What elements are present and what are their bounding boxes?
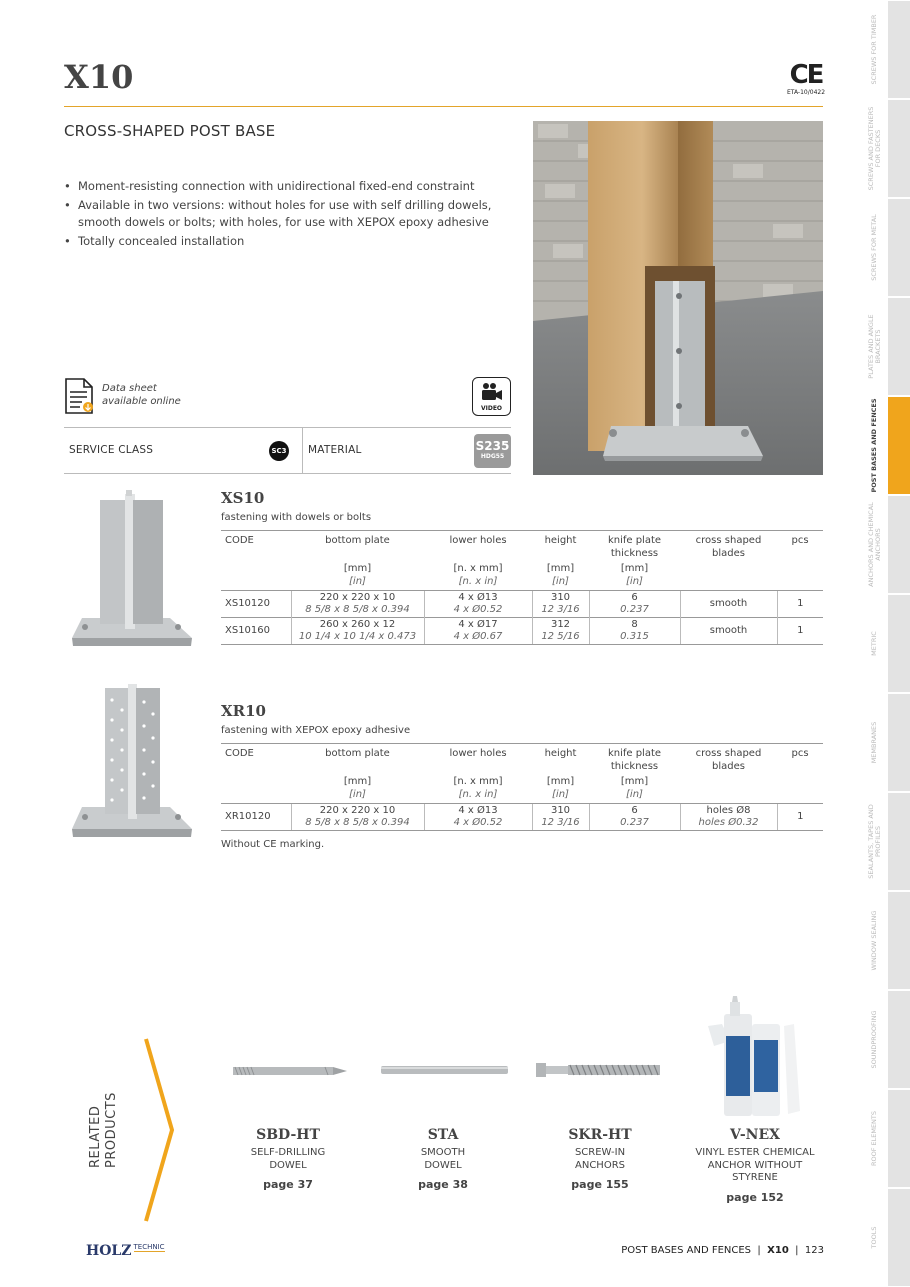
table-row xyxy=(221,804,823,831)
material-coating: HDG55 xyxy=(480,453,505,460)
col-header: pcs xyxy=(777,531,823,561)
ce-logo: CE xyxy=(789,60,823,90)
related-product-page-link[interactable]: page 155 xyxy=(571,1178,629,1191)
sidebar-tab-label: MEMBRANES xyxy=(870,721,879,764)
col-header: cross shaped blades xyxy=(680,531,777,561)
height-cell: 312 12 5/16 xyxy=(532,618,589,645)
col-header: height xyxy=(532,531,589,561)
sidebar-tab[interactable] xyxy=(888,991,910,1088)
col-header: pcs xyxy=(777,744,823,774)
sidebar-tab-label: SOUNDPROOFING xyxy=(870,1010,879,1069)
sidebar-tab[interactable] xyxy=(888,397,910,494)
properties-bar xyxy=(64,427,511,474)
sidebar-tab[interactable] xyxy=(888,793,910,890)
sidebar-tab-label: METRIC xyxy=(870,631,879,656)
sidebar-tab[interactable] xyxy=(888,1,910,98)
unit-header: [n. x mm] [n. x in] xyxy=(453,563,503,587)
col-header: knife plate thickness xyxy=(589,744,680,774)
related-product-desc: SELF-DRILLING DOWEL xyxy=(250,1147,326,1171)
installation-photo xyxy=(533,121,823,475)
sidebar-tab[interactable] xyxy=(888,298,910,395)
sidebar-tab[interactable] xyxy=(888,694,910,791)
related-product-sta[interactable] xyxy=(373,1127,513,1191)
xs10-title: XS10 xyxy=(221,489,265,507)
knife-cell: 6 0.237 xyxy=(589,804,680,831)
height-cell: 310 12 3/16 xyxy=(532,804,589,831)
pcs-cell: 1 xyxy=(777,618,823,645)
footer-section: POST BASES AND FENCES xyxy=(621,1245,752,1256)
pcs-cell: 1 xyxy=(777,804,823,831)
related-product-desc: SMOOTH DOWEL xyxy=(420,1147,466,1171)
holes-cell: 4 x Ø13 4 x Ø0.52 xyxy=(424,804,532,831)
sidebar-tab-label: ANCHORS AND CHEMICAL ANCHORS xyxy=(866,502,882,587)
related-product-desc: SCREW-IN ANCHORS xyxy=(574,1147,626,1171)
related-product-page-link[interactable]: page 37 xyxy=(263,1178,313,1191)
xs10-spec-table xyxy=(221,530,823,645)
feature-item: • Moment-resisting connection with unidirectional fixed-end constraint xyxy=(64,178,504,195)
sidebar-tab-label: PLATES AND ANGLE BRACKETS xyxy=(866,314,882,379)
plate-cell: 220 x 220 x 10 8 5/8 x 8 5/8 x 0.394 xyxy=(291,804,424,831)
document-icon xyxy=(64,378,94,414)
pcs-cell: 1 xyxy=(777,591,823,618)
sidebar-tab[interactable] xyxy=(888,595,910,692)
unit-header: [mm] [in] xyxy=(546,563,575,587)
col-header: CODE xyxy=(221,744,291,774)
blades-cell: smooth xyxy=(680,618,777,645)
sidebar-tab-label: SCREWS FOR METAL xyxy=(870,214,879,281)
sidebar-tab[interactable] xyxy=(888,100,910,197)
related-products-label: RELATED PRODUCTS xyxy=(88,1092,119,1168)
knife-cell: 6 0.237 xyxy=(589,591,680,618)
brand-logo: HOLZ $^{TECHNIC}$ xyxy=(86,1243,165,1259)
knife-cell: 8 0.315 xyxy=(589,618,680,645)
col-header: lower holes xyxy=(424,531,532,561)
sbd-ht-dowel-icon xyxy=(229,1063,351,1079)
col-header: cross shaped blades xyxy=(680,744,777,774)
sidebar-tab[interactable] xyxy=(888,1189,910,1286)
sidebar-tab-label: ROOF ELEMENTS xyxy=(870,1110,879,1167)
video-label: VIDEO xyxy=(480,405,503,412)
sidebar-tab[interactable] xyxy=(888,199,910,296)
service-class-badge: SC3 xyxy=(269,441,289,461)
holes-cell: 4 x Ø13 4 x Ø0.52 xyxy=(424,591,532,618)
chevron-right-icon xyxy=(140,1037,180,1223)
material-badge xyxy=(474,434,511,468)
feature-item: • Totally concealed installation xyxy=(64,233,504,250)
related-product-page-link[interactable]: page 152 xyxy=(726,1190,784,1204)
code-cell: XS10120 xyxy=(221,591,291,618)
sidebar-tab-label: WINDOW SEALING xyxy=(870,910,879,971)
page-subtitle: CROSS-SHAPED POST BASE xyxy=(64,122,276,140)
xr10-title: XR10 xyxy=(221,702,266,720)
related-product-name: STA xyxy=(427,1127,459,1143)
plate-cell: 260 x 260 x 12 10 1/4 x 10 1/4 x 0.473 xyxy=(291,618,424,645)
holes-cell: 4 x Ø17 4 x Ø0.67 xyxy=(424,618,532,645)
footer-page-info: POST BASES AND FENCES | X10 | 123 xyxy=(621,1245,824,1256)
unit-header: [mm] [in] xyxy=(546,776,575,800)
feature-list xyxy=(64,178,504,252)
unit-header: [n. x mm] [n. x in] xyxy=(453,776,503,800)
material-value: S235 xyxy=(475,439,510,453)
sta-dowel-icon xyxy=(380,1064,510,1076)
title-divider xyxy=(64,106,823,107)
related-product-skr-ht[interactable] xyxy=(530,1127,670,1191)
sidebar-tab[interactable] xyxy=(888,892,910,989)
xr10-product-image xyxy=(70,682,192,848)
material-label: MATERIAL xyxy=(308,444,362,456)
table-row xyxy=(221,618,823,645)
related-product-page-link[interactable]: page 38 xyxy=(418,1178,468,1191)
col-header: lower holes xyxy=(424,744,532,774)
ce-note: Without CE marking. xyxy=(221,839,325,850)
sidebar-tab[interactable] xyxy=(888,1090,910,1187)
blades-cell: holes Ø8 holes Ø0.32 xyxy=(680,804,777,831)
plate-cell: 220 x 220 x 10 8 5/8 x 8 5/8 x 0.394 xyxy=(291,591,424,618)
unit-header: [mm] [in] xyxy=(343,776,372,800)
related-product-name: V-NEX xyxy=(730,1127,780,1143)
sidebar-tab-label: TOOLS xyxy=(870,1226,879,1249)
skr-ht-anchor-icon xyxy=(535,1060,665,1080)
code-cell: XS10160 xyxy=(221,618,291,645)
related-product-name: SKR-HT xyxy=(568,1127,632,1143)
code-cell: XR10120 xyxy=(221,804,291,831)
xs10-subtitle: fastening with dowels or bolts xyxy=(221,512,372,523)
ce-code: ETA-10/0422 xyxy=(786,89,826,96)
table-row xyxy=(221,591,823,618)
related-product-v-nex[interactable] xyxy=(685,1127,825,1204)
sidebar-tab-label: SCREWS FOR TIMBER xyxy=(870,14,879,85)
col-header: bottom plate xyxy=(291,744,424,774)
ce-mark xyxy=(786,62,826,96)
sidebar-tab-label: SCREWS AND FASTENERS FOR DECKS xyxy=(866,106,882,191)
page-title: X10 xyxy=(64,58,134,96)
feature-item: • Available in two versions: without holes for use with self drilling dowels, smooth dowels or bolts; with holes, for use with XEPOX epoxy adhesive xyxy=(64,197,504,231)
related-product-name: SBD-HT xyxy=(256,1127,320,1143)
sidebar-tab-label: POST BASES AND FENCES xyxy=(870,398,879,493)
video-camera-icon xyxy=(480,382,504,402)
blades-cell: smooth xyxy=(680,591,777,618)
video-button[interactable] xyxy=(472,377,511,416)
properties-divider xyxy=(302,428,303,473)
xs10-product-image xyxy=(70,488,192,654)
col-header: height xyxy=(532,744,589,774)
col-header: knife plate thickness xyxy=(589,531,680,561)
col-header: bottom plate xyxy=(291,531,424,561)
datasheet-link[interactable] xyxy=(64,378,204,414)
unit-header: [mm] [in] xyxy=(620,776,649,800)
xr10-spec-table xyxy=(221,743,823,831)
page-number: 123 xyxy=(804,1245,824,1256)
service-class-label: SERVICE CLASS xyxy=(69,444,154,456)
related-product-desc: VINYL ESTER CHEMICAL ANCHOR WITHOUT STYRENE xyxy=(695,1147,815,1183)
footer-product: X10 xyxy=(767,1245,789,1256)
datasheet-label: Data sheet available online xyxy=(102,383,181,407)
height-cell: 310 12 3/16 xyxy=(532,591,589,618)
v-nex-cartridge-icon xyxy=(700,996,806,1118)
xr10-subtitle: fastening with XEPOX epoxy adhesive xyxy=(221,725,411,736)
related-product-sbd-ht[interactable] xyxy=(218,1127,358,1191)
sidebar-tab[interactable] xyxy=(888,496,910,593)
unit-header: [mm] [in] xyxy=(343,563,372,587)
unit-header: [mm] [in] xyxy=(620,563,649,587)
sidebar-tab-label: SEALANTS, TAPES AND PROFILES xyxy=(866,804,882,879)
section-sidebar xyxy=(866,0,910,1287)
col-header: CODE xyxy=(221,531,291,561)
